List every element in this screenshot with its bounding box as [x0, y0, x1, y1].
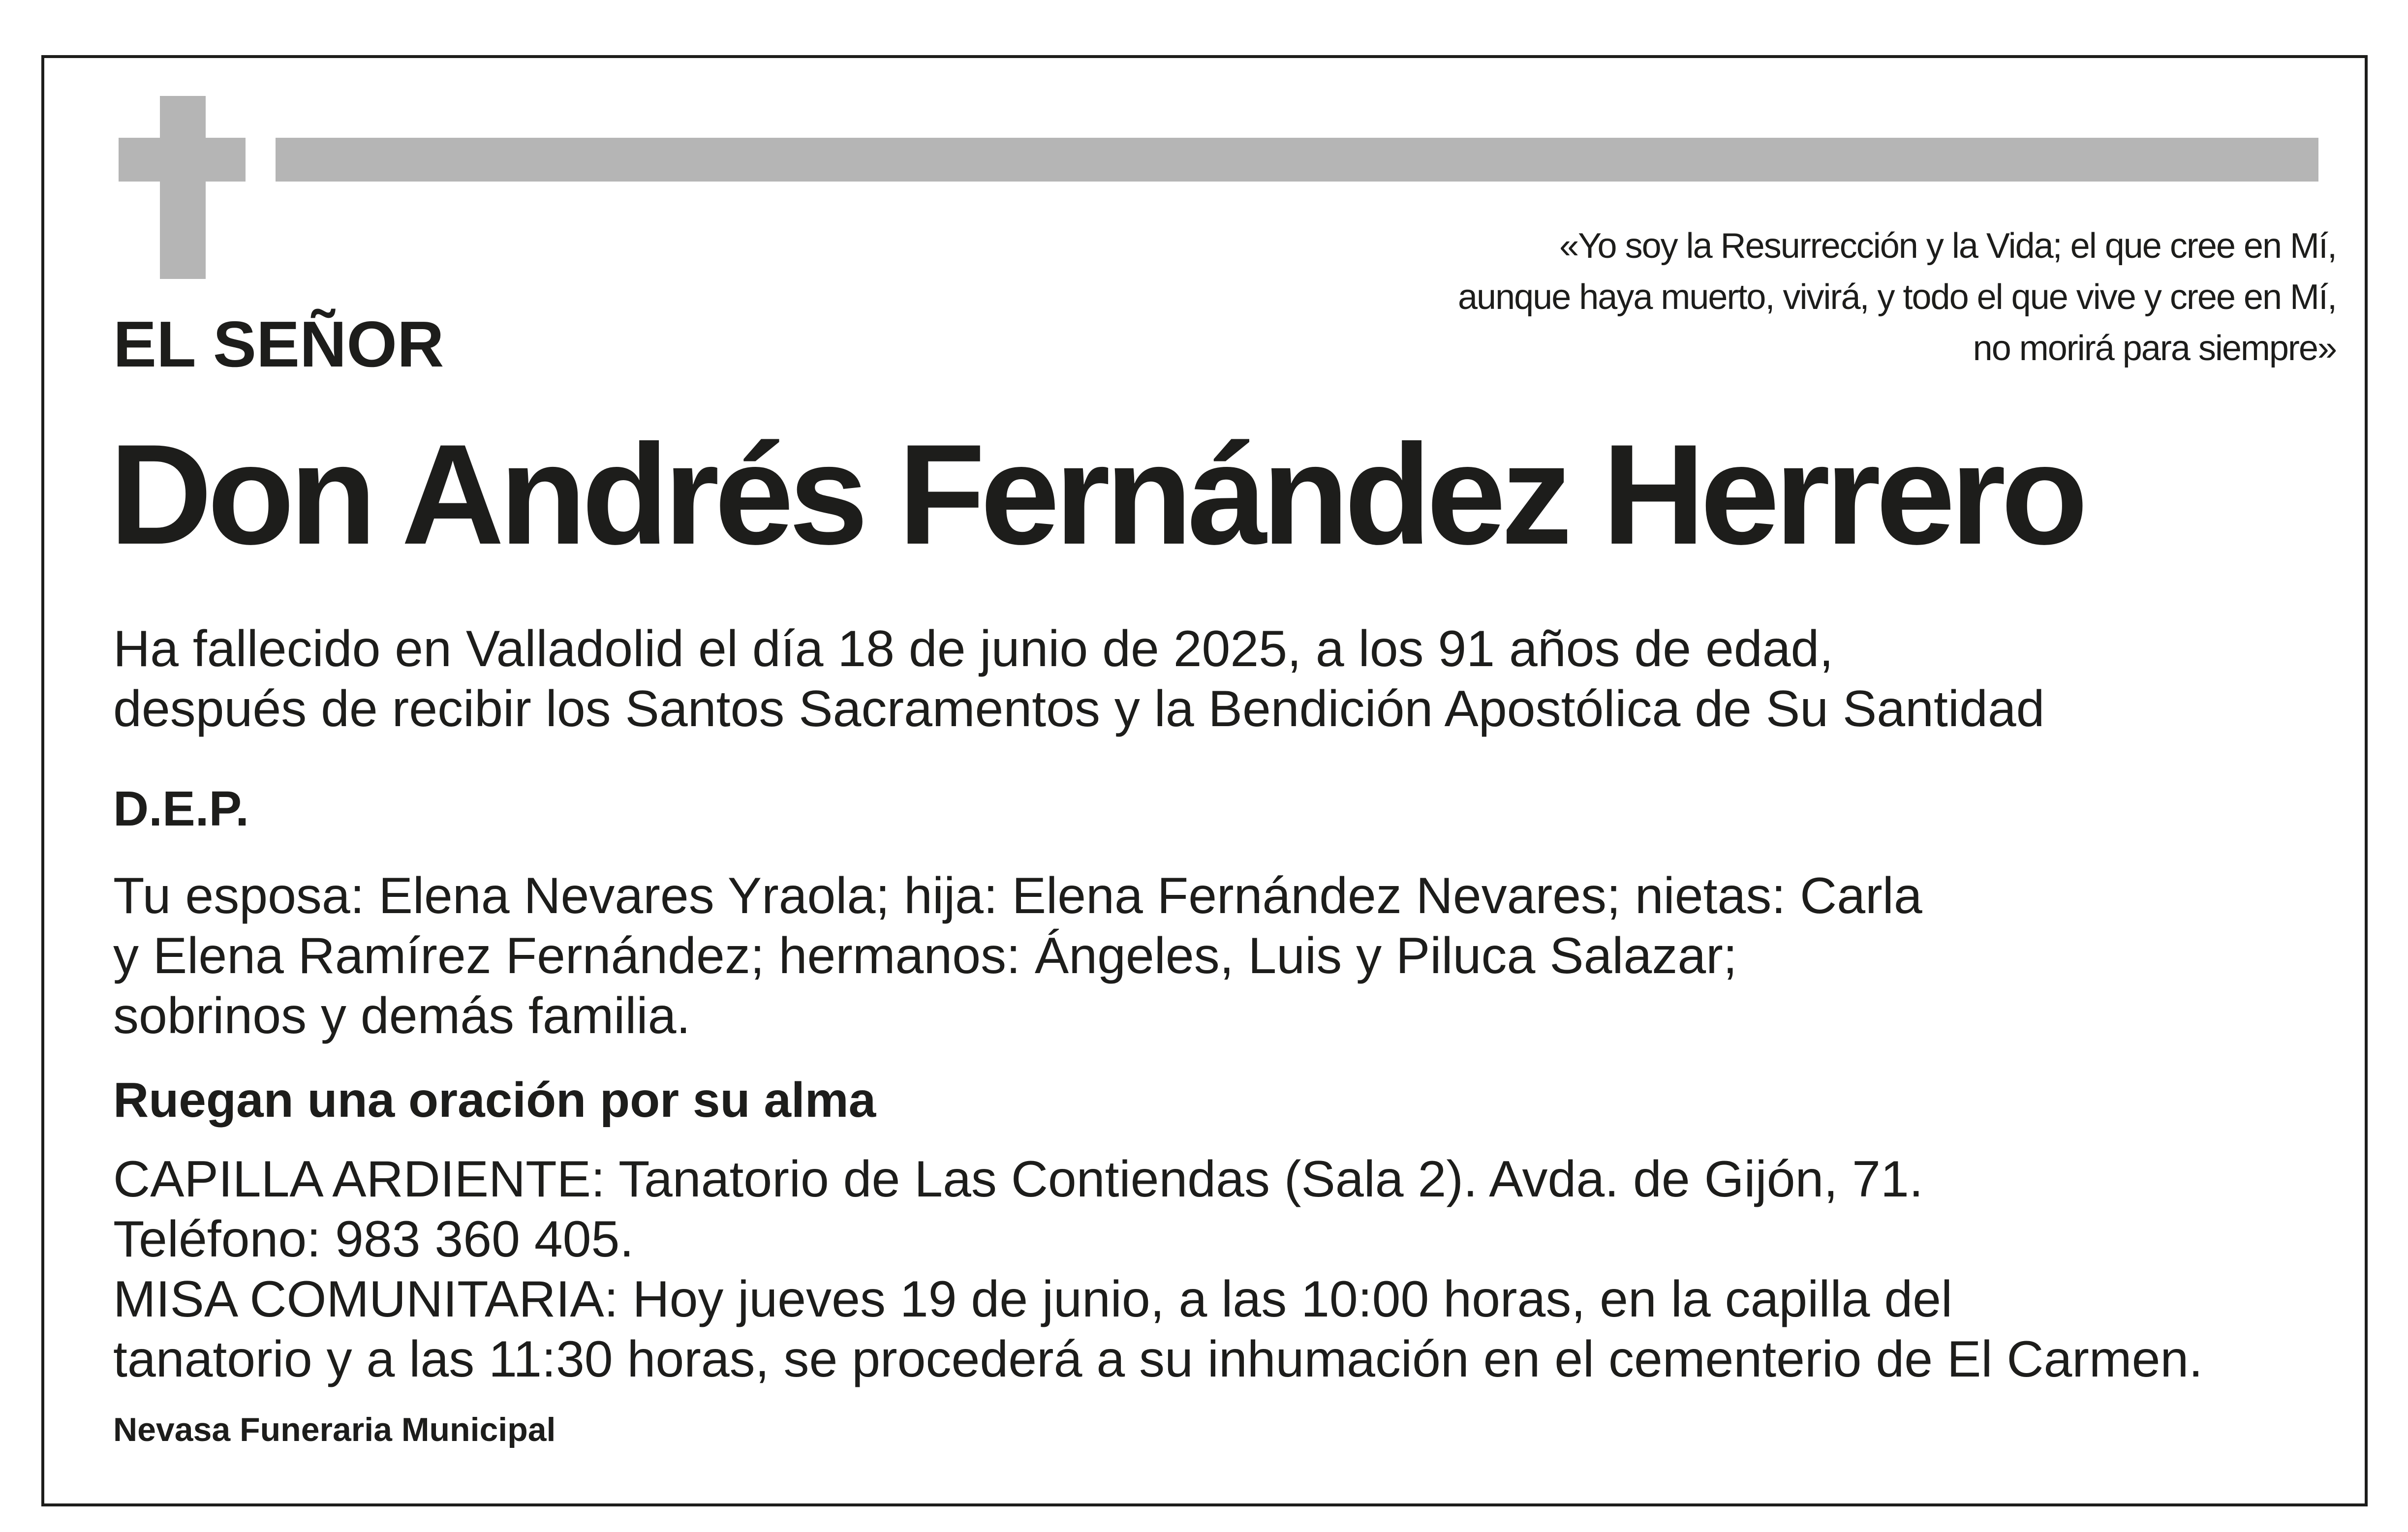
announcement-line: Ha fallecido en Valladolid el día 18 de junio de 2025, a los 91 años de edad, [113, 620, 1834, 677]
bible-quote [1155, 220, 2336, 374]
service-line: tanatorio y a las 11:30 horas, se procederá a su inhumación en el cementerio de El Carmen. [113, 1331, 2203, 1388]
prayer-request: Ruegan una oración por su alma [113, 1072, 876, 1128]
service-line: CAPILLA ARDIENTE: Tanatorio de Las Contiendas (Sala 2). Avda. de Gijón, 71. [113, 1151, 1923, 1208]
header-rule [276, 138, 2318, 182]
family-line: sobrinos y demás familia. [113, 987, 691, 1044]
announcement-line: después de recibir los Santos Sacramentos y la Bendición Apostólica de Su Santidad [113, 680, 2045, 737]
title-label: EL SEÑOR [113, 308, 444, 380]
quote-line: aunque haya muerto, vivirá, y todo el que vive y cree en Mí, [1457, 277, 2336, 317]
death-announcement [113, 619, 2045, 739]
funeral-home-name: Nevasa Funeraria Municipal [113, 1411, 556, 1448]
service-line: Teléfono: 983 360 405. [113, 1211, 634, 1268]
quote-line: no morirá para siempre» [1973, 329, 2336, 368]
deceased-name: Don Andrés Fernández Herrero [109, 415, 2083, 574]
family-list [113, 866, 1922, 1046]
service-details [113, 1149, 2203, 1389]
rip-label: D.E.P. [113, 781, 249, 836]
family-line: y Elena Ramírez Fernández; hermanos: Ángeles, Luis y Piluca Salazar; [113, 927, 1737, 984]
family-line: Tu esposa: Elena Nevares Yraola; hija: Elena Fernández Nevares; nietas: Carla [113, 867, 1922, 924]
service-line: MISA COMUNITARIA: Hoy jueves 19 de junio, a las 10:00 horas, en la capilla del [113, 1271, 1953, 1328]
cross-horizontal-beam [119, 138, 246, 182]
cross-vertical-beam [160, 96, 206, 279]
quote-line: «Yo soy la Resurrección y la Vida; el que cree en Mí, [1559, 226, 2336, 266]
